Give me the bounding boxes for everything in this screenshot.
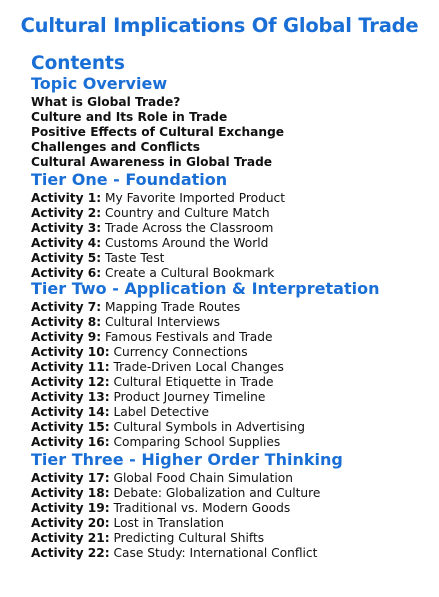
activity-number: Activity 2: [31, 206, 102, 220]
topic-item: Positive Effects of Cultural Exchange [31, 125, 285, 139]
activity-number: Activity 16: [31, 435, 110, 449]
activity-title: Cultural Interviews [105, 315, 220, 329]
tier-three-activity-list [31, 471, 343, 561]
activity-number: Activity 22: [31, 546, 110, 560]
activity-title: Famous Festivals and Trade [105, 330, 273, 344]
activity-number: Activity 14: [31, 405, 110, 419]
activity-item [31, 315, 379, 330]
activity-item [31, 390, 379, 405]
activity-title: Customs Around the World [105, 236, 269, 250]
activity-item [31, 501, 343, 516]
activity-number: Activity 12: [31, 375, 110, 389]
activity-number: Activity 5: [31, 251, 102, 265]
activity-item [31, 486, 343, 501]
activity-item [31, 471, 343, 486]
topic-item: Cultural Awareness in Global Trade [31, 155, 273, 169]
activity-number: Activity 19: [31, 501, 110, 515]
topic-overview-section [31, 74, 284, 170]
activity-number: Activity 9: [31, 330, 102, 344]
activity-item [31, 221, 285, 236]
topic-item: Challenges and Conflicts [31, 140, 201, 154]
contents-heading: Contents [31, 53, 125, 74]
activity-item [31, 251, 285, 266]
activity-number: Activity 18: [31, 486, 110, 500]
activity-title: Taste Test [105, 251, 165, 265]
activity-title: Label Detective [113, 405, 210, 419]
activity-number: Activity 10: [31, 345, 110, 359]
activity-item [31, 435, 379, 450]
activity-number: Activity 6: [31, 266, 102, 280]
activity-item [31, 345, 379, 360]
topic-item: What is Global Trade? [31, 95, 181, 109]
tier-two-section [31, 279, 379, 450]
activity-number: Activity 8: [31, 315, 102, 329]
activity-number: Activity 20: [31, 516, 110, 530]
activity-title: Product Journey Timeline [113, 390, 266, 404]
tier-three-section [31, 450, 343, 561]
activity-title: Global Food Chain Simulation [113, 471, 293, 485]
activity-number: Activity 11: [31, 360, 110, 374]
topic-overview-heading: Topic Overview [31, 74, 168, 93]
activity-item [31, 375, 379, 390]
activity-item [31, 236, 285, 251]
activity-title: Traditional vs. Modern Goods [113, 501, 291, 515]
activity-item [31, 516, 343, 531]
activity-title: Predicting Cultural Shifts [113, 531, 265, 545]
activity-item [31, 405, 379, 420]
activity-item [31, 546, 343, 561]
activity-number: Activity 15: [31, 420, 110, 434]
activity-title: Trade Across the Classroom [105, 221, 274, 235]
topic-item: Culture and Its Role in Trade [31, 110, 228, 124]
activity-title: Trade-Driven Local Changes [113, 360, 284, 374]
activity-number: Activity 4: [31, 236, 102, 250]
tier-one-activity-list [31, 191, 285, 281]
activity-item [31, 206, 285, 221]
activity-number: Activity 3: [31, 221, 102, 235]
activity-title: Comparing School Supplies [113, 435, 281, 449]
tier-three-heading: Tier Three - Higher Order Thinking [31, 450, 343, 469]
activity-item [31, 360, 379, 375]
activity-item [31, 300, 379, 315]
activity-title: Cultural Symbols in Advertising [113, 420, 305, 434]
activity-title: Debate: Globalization and Culture [113, 486, 321, 500]
activity-number: Activity 13: [31, 390, 110, 404]
tier-one-section [31, 170, 285, 281]
activity-number: Activity 21: [31, 531, 110, 545]
tier-one-heading: Tier One - Foundation [31, 170, 228, 189]
activity-number: Activity 1: [31, 191, 102, 205]
tier-two-heading: Tier Two - Application & Interpretation [31, 279, 380, 298]
activity-title: Case Study: International Conflict [113, 546, 318, 560]
activity-title: Create a Cultural Bookmark [105, 266, 275, 280]
activity-number: Activity 7: [31, 300, 102, 314]
activity-item [31, 191, 285, 206]
activity-title: Cultural Etiquette in Trade [113, 375, 274, 389]
topic-overview-list [31, 95, 284, 170]
document-title: Cultural Implications Of Global Trade [20, 14, 419, 37]
activity-number: Activity 17: [31, 471, 110, 485]
activity-title: My Favorite Imported Product [105, 191, 286, 205]
activity-title: Country and Culture Match [105, 206, 270, 220]
tier-two-activity-list [31, 300, 379, 450]
activity-item [31, 420, 379, 435]
activity-title: Lost in Translation [113, 516, 224, 530]
activity-item [31, 531, 343, 546]
activity-title: Mapping Trade Routes [105, 300, 241, 314]
activity-item [31, 330, 379, 345]
activity-title: Currency Connections [113, 345, 248, 359]
